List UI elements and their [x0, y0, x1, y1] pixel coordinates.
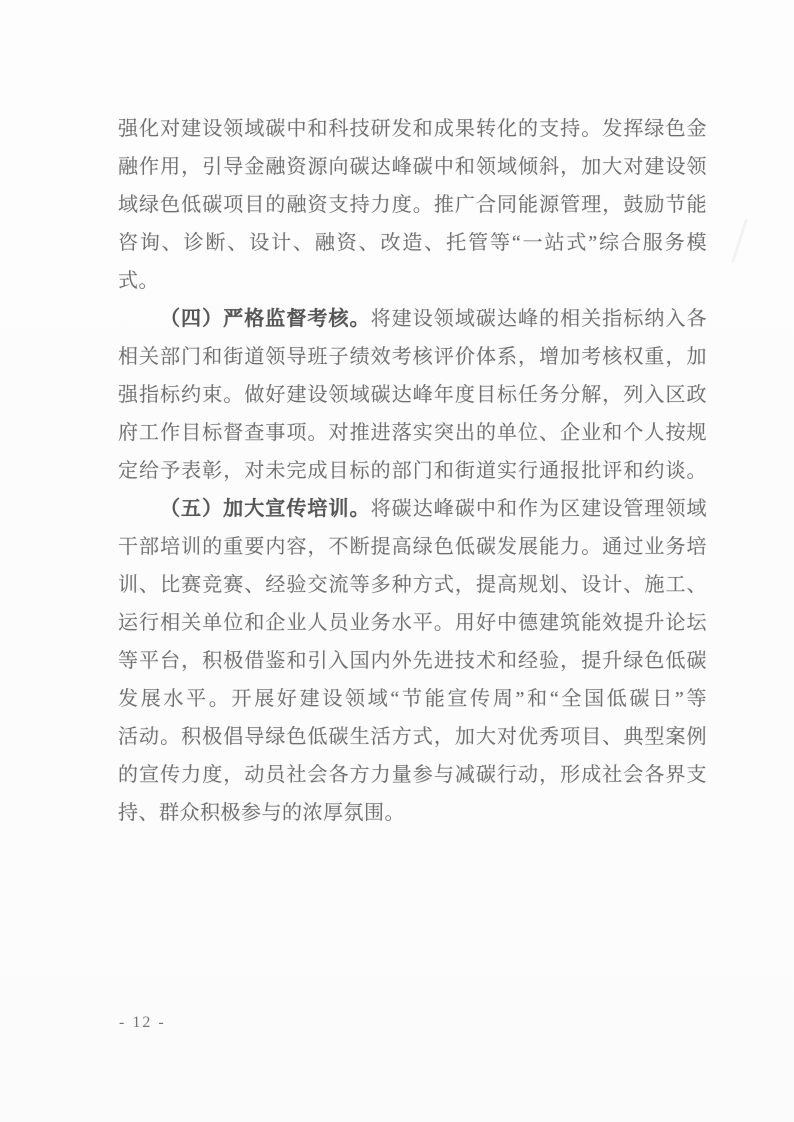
text-line	[118, 604, 707, 642]
line-text: 将建设领域碳达峰的相关指标纳入各	[370, 308, 708, 330]
text-line	[118, 300, 707, 338]
line-text: 强化对建设领域碳中和科技研发和成果转化的支持。发挥绿色金	[118, 118, 707, 140]
line-text: 将碳达峰碳中和作为区建设管理领域	[370, 498, 708, 520]
paragraph-heading: （五）加大宣传培训。	[160, 498, 371, 520]
paragraph	[118, 490, 707, 832]
text-line	[118, 186, 707, 224]
text-line	[118, 680, 707, 718]
line-text: 咨询、诊断、设计、融资、改造、托管等“一站式”综合服务模	[118, 232, 707, 254]
text-line	[118, 756, 707, 794]
paragraph	[118, 110, 707, 300]
text-line	[118, 528, 707, 566]
text-line	[118, 338, 707, 376]
text-line	[118, 566, 707, 604]
text-line	[118, 794, 707, 832]
line-text: 发展水平。开展好建设领域“节能宣传周”和“全国低碳日”等	[118, 688, 707, 710]
line-text: 等平台，积极借鉴和引入国内外先进技术和经验，提升绿色低碳	[118, 650, 707, 672]
line-text: 干部培训的重要内容，不断提高绿色低碳发展能力。通过业务培	[118, 536, 707, 558]
line-text: 相关部门和街道领导班子绩效考核评价体系，增加考核权重，加	[118, 346, 707, 368]
text-line	[118, 262, 707, 300]
line-text: 定给予表彰，对未完成目标的部门和街道实行通报批评和约谈。	[118, 460, 707, 482]
text-line	[118, 148, 707, 186]
text-line	[118, 452, 707, 490]
line-text: 域绿色低碳项目的融资支持力度。推广合同能源管理，鼓励节能	[118, 194, 707, 216]
line-text: 融作用，引导金融资源向碳达峰碳中和领域倾斜，加大对建设领	[118, 156, 707, 178]
text-line	[118, 224, 707, 262]
line-text: 训、比赛竞赛、经验交流等多种方式，提高规划、设计、施工、	[118, 574, 707, 596]
text-line	[118, 414, 707, 452]
line-text: 运行相关单位和企业人员业务水平。用好中德建筑能效提升论坛	[118, 612, 707, 634]
paragraph	[118, 300, 707, 490]
line-text: 强指标约束。做好建设领域碳达峰年度目标任务分解，列入区政	[118, 384, 707, 406]
text-line	[118, 376, 707, 414]
line-text: 的宣传力度，动员社会各方力量参与减碳行动，形成社会各界支	[118, 764, 707, 786]
line-text: 活动。积极倡导绿色低碳生活方式，加大对优秀项目、典型案例	[118, 726, 707, 748]
paragraph-heading: （四）严格监督考核。	[160, 308, 371, 330]
line-text: 府工作目标督查事项。对推进落实突出的单位、企业和个人按规	[118, 422, 707, 444]
text-line	[118, 110, 707, 148]
scan-artifact	[731, 219, 748, 264]
line-text: 持、群众积极参与的浓厚氛围。	[118, 802, 405, 824]
page-number: - 12 -	[119, 1014, 166, 1031]
text-area	[118, 110, 707, 832]
text-line	[118, 490, 707, 528]
text-line	[118, 642, 707, 680]
line-text: 式。	[118, 270, 159, 292]
text-line	[118, 718, 707, 756]
